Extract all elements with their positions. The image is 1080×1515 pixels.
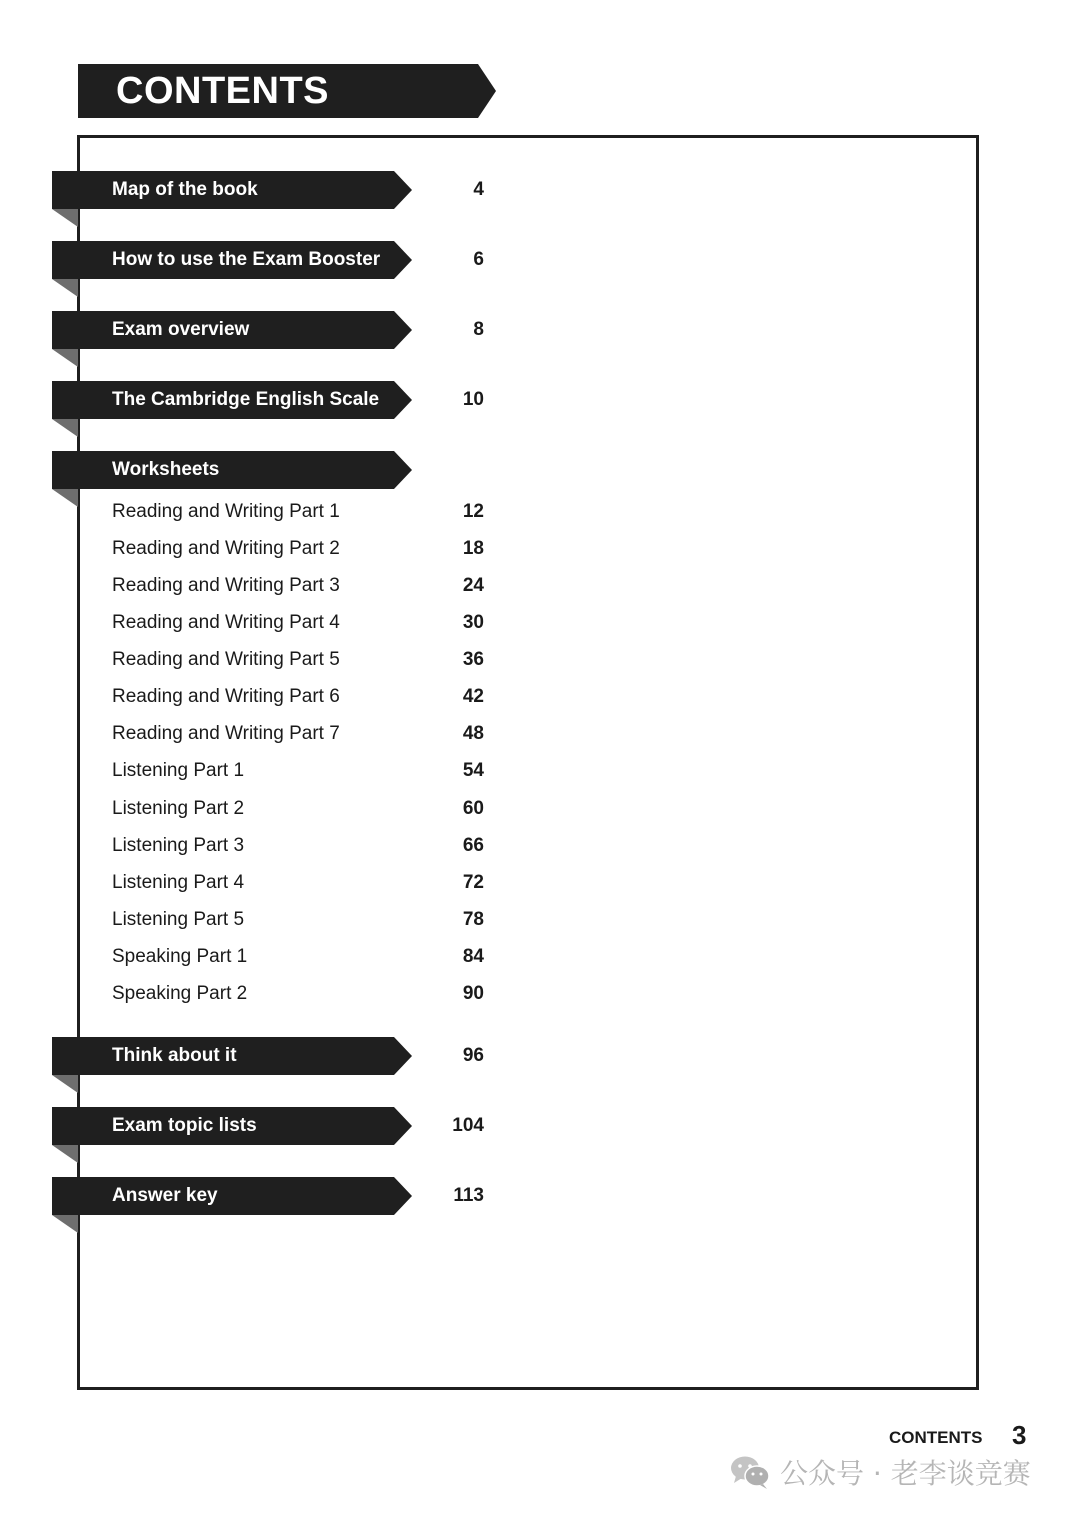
- watermark: [730, 1452, 1031, 1492]
- worksheet-item-label[interactable]: Listening Part 3: [112, 835, 245, 856]
- toc-page-exam-topic-lists: 104: [452, 1115, 484, 1136]
- toc-label-how-to-use[interactable]: How to use the Exam Booster: [112, 249, 381, 270]
- toc-page-map-of-the-book: 4: [473, 179, 484, 200]
- worksheet-item-label[interactable]: Reading and Writing Part 2: [112, 538, 340, 559]
- worksheet-item-label[interactable]: Reading and Writing Part 5: [112, 649, 340, 670]
- footer-section-label: CONTENTS: [889, 1428, 983, 1447]
- worksheet-item-label[interactable]: Reading and Writing Part 4: [112, 612, 340, 633]
- worksheet-item-label[interactable]: Listening Part 2: [112, 798, 245, 819]
- worksheet-item-label[interactable]: Listening Part 4: [112, 872, 245, 893]
- watermark-text: 公众号 · 老李谈竞赛: [780, 1457, 1031, 1490]
- ribbon-fold: [52, 1075, 78, 1093]
- ribbon-fold: [52, 349, 78, 367]
- worksheet-item-page: 42: [462, 686, 484, 707]
- worksheet-item-label[interactable]: Listening Part 1: [112, 760, 245, 781]
- worksheet-item-label[interactable]: Reading and Writing Part 1: [112, 501, 340, 522]
- ribbon-fold: [52, 1215, 78, 1233]
- worksheet-item-page: 36: [462, 649, 484, 670]
- toc-label-answer-key[interactable]: Answer key: [112, 1185, 218, 1206]
- worksheet-item-page: 54: [462, 760, 484, 781]
- toc-label-map-of-the-book[interactable]: Map of the book: [112, 179, 258, 200]
- worksheet-item-page: 90: [462, 983, 484, 1004]
- ribbon-fold: [52, 209, 78, 227]
- footer-page-number: 3: [1012, 1420, 1027, 1450]
- toc-page-think-about-it: 96: [462, 1045, 484, 1066]
- toc-label-think-about-it[interactable]: Think about it: [112, 1045, 237, 1066]
- toc-page-exam-overview: 8: [473, 319, 484, 340]
- worksheet-item-page: 24: [462, 575, 484, 596]
- worksheet-item-page: 66: [462, 835, 484, 856]
- ribbon-fold: [52, 489, 78, 507]
- worksheet-item-label[interactable]: Speaking Part 2: [112, 983, 248, 1004]
- worksheet-item-page: 18: [462, 538, 484, 559]
- toc-bar-worksheets[interactable]: [52, 451, 412, 489]
- worksheet-item-page: 72: [462, 872, 484, 893]
- toc-page-answer-key: 113: [453, 1185, 484, 1206]
- toc-label-exam-overview[interactable]: Exam overview: [112, 319, 250, 340]
- worksheet-item-label[interactable]: Reading and Writing Part 6: [112, 686, 340, 707]
- ribbon-fold: [52, 279, 78, 297]
- page-title: CONTENTS: [116, 70, 329, 112]
- toc-page-cambridge-scale: 10: [462, 389, 484, 410]
- toc-page-how-to-use: 6: [473, 249, 484, 270]
- worksheet-item-page: 48: [462, 723, 484, 744]
- wechat-icon: [730, 1455, 770, 1489]
- worksheet-item-label[interactable]: Speaking Part 1: [112, 946, 248, 967]
- worksheet-item-label[interactable]: Reading and Writing Part 7: [112, 723, 340, 744]
- toc-label-worksheets[interactable]: Worksheets: [112, 459, 220, 480]
- toc-label-cambridge-scale[interactable]: The Cambridge English Scale: [112, 389, 380, 410]
- worksheet-item-page: 60: [462, 798, 484, 819]
- worksheet-item-page: 30: [462, 612, 484, 633]
- worksheet-item-label[interactable]: Listening Part 5: [112, 909, 245, 930]
- worksheet-item-page: 78: [462, 909, 484, 930]
- worksheet-item-label[interactable]: Reading and Writing Part 3: [112, 575, 340, 596]
- ribbon-fold: [52, 419, 78, 437]
- toc-bar-answer-key[interactable]: [52, 1177, 412, 1215]
- ribbon-fold: [52, 1145, 78, 1163]
- toc-label-exam-topic-lists[interactable]: Exam topic lists: [112, 1115, 257, 1136]
- worksheet-item-page: 84: [462, 946, 484, 967]
- worksheet-item-page: 12: [462, 501, 484, 522]
